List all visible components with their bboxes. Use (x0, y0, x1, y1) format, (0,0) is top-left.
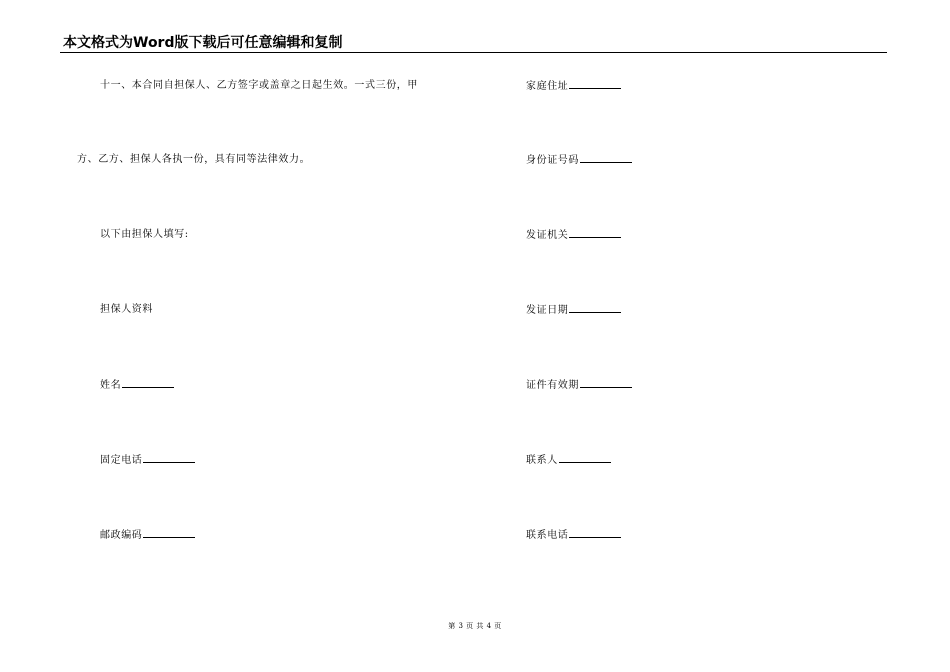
name-field (100, 378, 174, 393)
postcode-field-blank[interactable] (143, 528, 195, 538)
validity-period-field-blank[interactable] (580, 378, 632, 388)
issue-date-field (526, 303, 621, 318)
contact-person-field-blank[interactable] (559, 453, 611, 463)
contact-person-field (526, 453, 611, 468)
issue-date-field-label: 发证日期 (526, 305, 569, 316)
home-address-field-label: 家庭住址 (526, 81, 569, 92)
home-address-field-blank[interactable] (569, 79, 621, 89)
header-divider (60, 52, 887, 53)
name-field-label: 姓名 (100, 380, 122, 391)
document-header-title: 本文格式为Word版下载后可任意编辑和复制 (63, 35, 343, 51)
contact-person-field-label: 联系人 (526, 455, 558, 466)
page-number-footer: 第 3 页 共 4 页 (448, 622, 502, 630)
guarantor-section-title: 担保人资料 (100, 304, 153, 315)
landline-field (100, 453, 195, 468)
landline-field-label: 固定电话 (100, 455, 143, 466)
issue-date-field-blank[interactable] (569, 303, 621, 313)
issuing-authority-field (526, 228, 621, 243)
id-number-field (526, 153, 632, 168)
guarantor-instruction: 以下由担保人填写: (100, 229, 189, 240)
name-field-blank[interactable] (122, 378, 174, 388)
issuing-authority-field-blank[interactable] (569, 228, 621, 238)
validity-period-field-label: 证件有效期 (526, 380, 579, 391)
issuing-authority-field-label: 发证机关 (526, 230, 569, 241)
postcode-field-label: 邮政编码 (100, 530, 143, 541)
clause-eleven-line-1: 十一、本合同自担保人、乙方签字或盖章之日起生效。一式三份，甲 (100, 80, 418, 91)
contact-phone-field-label: 联系电话 (526, 530, 569, 541)
validity-period-field (526, 378, 632, 393)
contact-phone-field-blank[interactable] (569, 528, 621, 538)
landline-field-blank[interactable] (143, 453, 195, 463)
contact-phone-field (526, 528, 621, 543)
postcode-field (100, 528, 195, 543)
home-address-field (526, 79, 621, 94)
id-number-field-blank[interactable] (580, 153, 632, 163)
clause-eleven-line-2: 方、乙方、担保人各执一份，具有同等法律效力。 (77, 154, 311, 165)
id-number-field-label: 身份证号码 (526, 155, 579, 166)
